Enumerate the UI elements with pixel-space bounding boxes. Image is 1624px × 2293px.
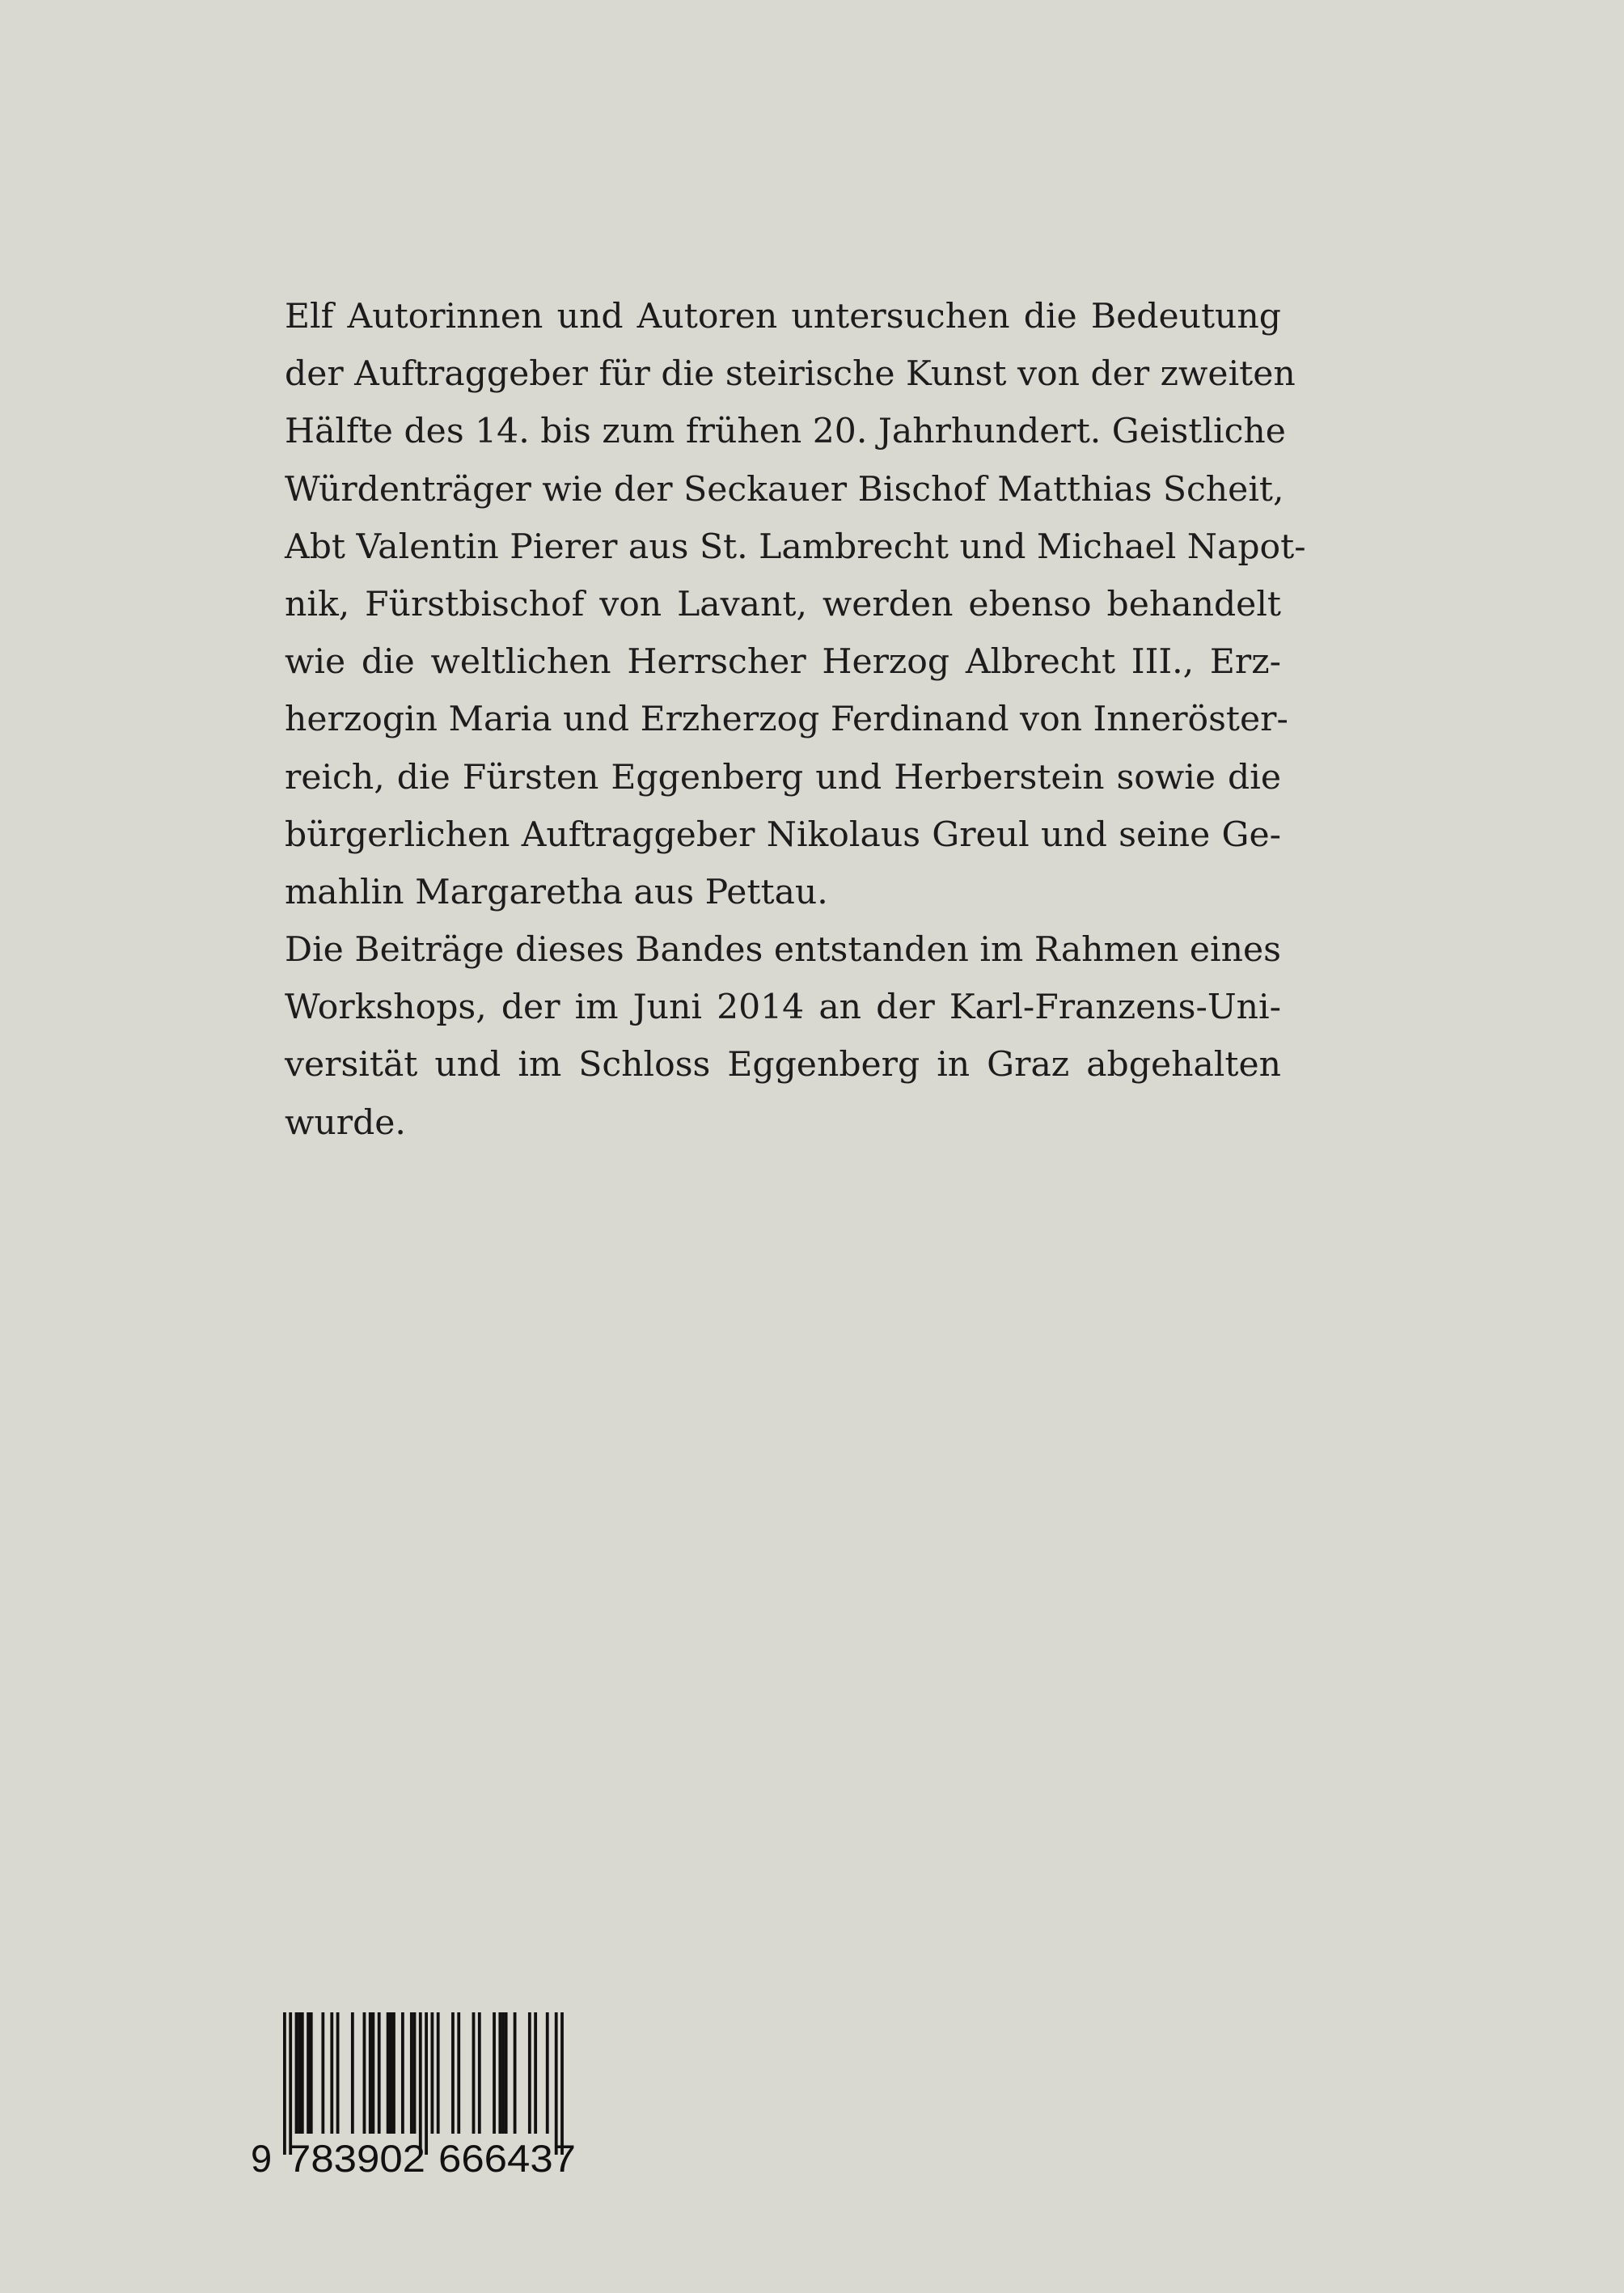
barcode-bars <box>283 2012 564 2155</box>
text-line: versität und im Schloss Eggenberg in Graz abgehalten <box>285 1045 1281 1085</box>
barcode-bar <box>505 2012 508 2134</box>
barcode-bar <box>389 2012 392 2134</box>
text-line: reich, die Fürsten Eggenberg und Herberstein sowie die <box>285 757 1281 797</box>
barcode-guard-bar <box>419 2012 422 2155</box>
barcode-bar <box>451 2012 455 2134</box>
barcode-bar <box>378 2012 381 2134</box>
barcode-guard-bar <box>283 2012 286 2155</box>
barcode-bar <box>472 2012 476 2134</box>
barcode-bar <box>336 2012 340 2134</box>
isbn-right-digits: 666437 <box>438 2137 576 2180</box>
text-line: wie die weltlichen Herrscher Herzog Albrecht III., Erz- <box>285 642 1281 683</box>
barcode-bar <box>457 2012 460 2134</box>
text-line: Die Beiträge dieses Bandes entstanden im Rahmen eines <box>285 930 1281 971</box>
text-line: bürgerlichen Auftraggeber Nikolaus Greul und seine Ge- <box>285 814 1281 855</box>
blurb-text <box>285 288 1306 1152</box>
barcode-bar <box>514 2012 517 2134</box>
barcode-bar <box>392 2012 395 2134</box>
barcode-bar <box>498 2012 501 2134</box>
barcode-bar <box>431 2012 434 2134</box>
barcode-guard-bar <box>425 2012 428 2155</box>
text-line: Hälfte des 14. bis zum frühen 20. Jahrhundert. Geistliche <box>285 412 1286 452</box>
text-line: mahlin Margaretha aus Pettau. <box>285 872 828 912</box>
barcode-bar <box>369 2012 372 2134</box>
text-line: herzogin Maria und Erzherzog Ferdinand von Inneröster- <box>285 700 1288 740</box>
barcode-graphic <box>249 2011 608 2181</box>
barcode-bar <box>478 2012 481 2134</box>
barcode-bar <box>387 2012 390 2134</box>
text-line: Elf Autorinnen und Autoren untersuchen die Bedeutung <box>285 297 1281 336</box>
barcode-bar <box>410 2012 413 2134</box>
barcode-bar <box>401 2012 404 2134</box>
barcode-bar <box>437 2012 440 2134</box>
barcode-bar <box>307 2012 310 2134</box>
barcode-bar <box>501 2012 505 2134</box>
barcode-bar <box>493 2012 496 2134</box>
isbn-lead-digit: 9 <box>251 2137 273 2180</box>
isbn-left-digits: 783902 <box>288 2137 425 2180</box>
barcode-bar <box>295 2012 298 2134</box>
text-line: Würdenträger wie der Seckauer Bischof Matthias Scheit, <box>285 469 1284 510</box>
text-line: nik, Fürstbischof von Lavant, werden ebenso behandelt <box>285 584 1281 624</box>
paragraph-contributors <box>285 288 1306 921</box>
barcode-guard-bar <box>555 2012 558 2155</box>
text-line: der Auftraggeber für die steirische Kunst von der zweiten <box>285 354 1296 395</box>
barcode-bar <box>528 2012 531 2134</box>
isbn-barcode <box>249 2011 608 2181</box>
barcode-bar <box>363 2012 366 2134</box>
barcode-bar <box>351 2012 354 2134</box>
barcode-guard-bar <box>560 2012 564 2155</box>
barcode-bar <box>534 2012 537 2134</box>
barcode-bar <box>301 2012 304 2134</box>
text-line: Workshops, der im Juni 2014 an der Karl-Franzens-Uni- <box>285 988 1281 1028</box>
text-line: Abt Valentin Pierer aus St. Lambrecht und Michael Napot- <box>285 527 1306 567</box>
barcode-guard-bar <box>289 2012 292 2155</box>
barcode-bar <box>546 2012 549 2134</box>
barcode-bar <box>310 2012 313 2134</box>
paragraph-workshop <box>285 921 1281 1152</box>
text-line: wurde. <box>285 1102 406 1143</box>
barcode-bar <box>372 2012 375 2134</box>
barcode-bar <box>321 2012 324 2134</box>
barcode-bar <box>298 2012 301 2134</box>
barcode-bar <box>330 2012 333 2134</box>
barcode-bar <box>413 2012 417 2134</box>
